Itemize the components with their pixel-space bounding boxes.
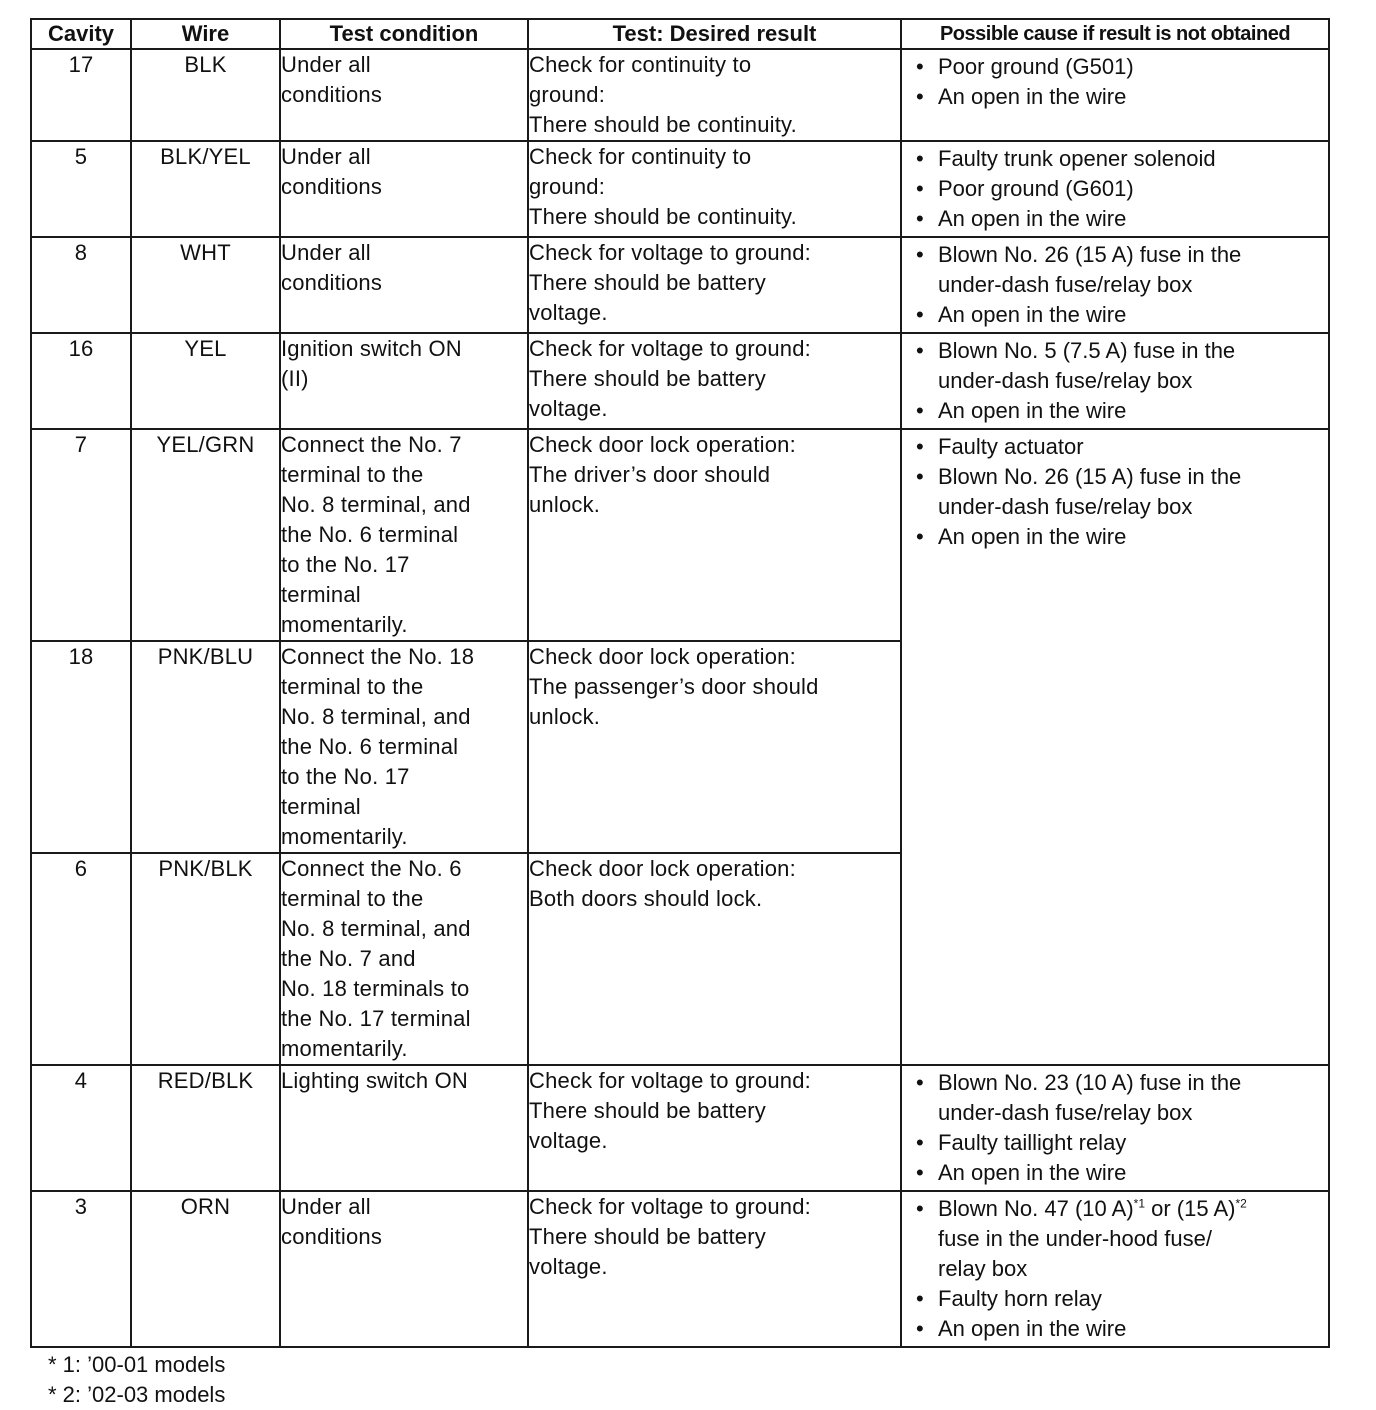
condition-line: Connect the No. 7 xyxy=(281,432,462,457)
cavity-cell: 7 xyxy=(31,429,131,641)
cause-text: Faulty actuator xyxy=(938,434,1084,459)
cause-item xyxy=(914,522,1324,552)
wire-cell: YEL xyxy=(131,333,280,429)
condition-line: No. 8 terminal, and xyxy=(281,704,471,729)
result-line: voltage. xyxy=(529,1254,608,1279)
cause-text: An open in the wire xyxy=(938,524,1127,549)
condition-line: No. 8 terminal, and xyxy=(281,916,471,941)
condition-line: momentarily. xyxy=(281,1036,408,1061)
wire-cell: WHT xyxy=(131,237,280,333)
condition-line: to the No. 17 xyxy=(281,552,410,577)
condition-line: No. 8 terminal, and xyxy=(281,492,471,517)
footnote-marker: *1 xyxy=(1133,1196,1146,1211)
table-header-row xyxy=(31,19,1329,49)
possible-cause-cell xyxy=(901,429,1329,1065)
wire-cell: PNK/BLU xyxy=(131,641,280,853)
header-desired-result: Test: Desired result xyxy=(528,19,901,49)
cause-text: relay box xyxy=(938,1256,1028,1281)
cause-item xyxy=(914,1158,1324,1188)
possible-cause-cell xyxy=(901,49,1329,141)
result-line: Check for voltage to ground: xyxy=(529,240,811,265)
table-row xyxy=(31,141,1329,237)
result-line: There should be continuity. xyxy=(529,112,797,137)
cause-item xyxy=(914,1068,1324,1128)
test-condition-cell xyxy=(280,429,528,641)
condition-line: conditions xyxy=(281,270,383,295)
result-line: voltage. xyxy=(529,1128,608,1153)
cavity-cell: 5 xyxy=(31,141,131,237)
bullet-icon: • xyxy=(916,1316,924,1341)
cause-text: An open in the wire xyxy=(938,206,1127,231)
condition-line: Under all xyxy=(281,52,371,77)
desired-result-cell xyxy=(528,1191,901,1347)
desired-result-cell xyxy=(528,853,901,1065)
condition-line: terminal to the xyxy=(281,886,424,911)
bullet-icon: • xyxy=(916,524,924,549)
table-row xyxy=(31,429,1329,641)
result-line: Check for voltage to ground: xyxy=(529,336,811,361)
bullet-icon: • xyxy=(916,302,924,327)
cavity-cell: 3 xyxy=(31,1191,131,1347)
bullet-icon: • xyxy=(916,242,924,267)
cause-text: Faulty trunk opener solenoid xyxy=(938,146,1216,171)
bullet-icon: • xyxy=(916,1130,924,1155)
cavity-cell: 16 xyxy=(31,333,131,429)
cause-text: Blown No. 23 (10 A) fuse in the xyxy=(938,1070,1242,1095)
possible-cause-cell xyxy=(901,1065,1329,1191)
condition-line: Lighting switch ON xyxy=(281,1068,469,1093)
condition-line: the No. 7 and xyxy=(281,946,416,971)
bullet-icon: • xyxy=(916,464,924,489)
result-line: The driver’s door should xyxy=(529,462,771,487)
header-possible-cause: Possible cause if result is not obtained xyxy=(901,19,1329,49)
bullet-icon: • xyxy=(916,54,924,79)
cause-item xyxy=(914,462,1324,522)
condition-line: Under all xyxy=(281,240,371,265)
desired-result-cell xyxy=(528,429,901,641)
cause-list xyxy=(902,142,1328,236)
condition-line: conditions xyxy=(281,174,383,199)
cause-item xyxy=(914,144,1324,174)
possible-cause-cell xyxy=(901,141,1329,237)
wire-cell: YEL/GRN xyxy=(131,429,280,641)
condition-line: the No. 17 terminal xyxy=(281,1006,471,1031)
desired-result-cell xyxy=(528,641,901,853)
possible-cause-cell xyxy=(901,237,1329,333)
result-line: unlock. xyxy=(529,492,601,517)
cause-text: under-dash fuse/relay box xyxy=(938,494,1193,519)
result-line: Check for continuity to xyxy=(529,52,752,77)
desired-result-cell xyxy=(528,1065,901,1191)
cause-item xyxy=(914,432,1324,462)
cause-text: under-dash fuse/relay box xyxy=(938,1100,1193,1125)
cause-item xyxy=(914,396,1324,426)
condition-line: Under all xyxy=(281,144,371,169)
result-line: Check door lock operation: xyxy=(529,856,796,881)
result-line: There should be battery xyxy=(529,1224,766,1249)
cause-item xyxy=(914,204,1324,234)
condition-line: Connect the No. 6 xyxy=(281,856,462,881)
result-line: Both doors should lock. xyxy=(529,886,763,911)
diagnosis-sheet xyxy=(30,18,1328,1410)
result-line: Check for voltage to ground: xyxy=(529,1068,811,1093)
cause-item xyxy=(914,52,1324,82)
result-line: ground: xyxy=(529,82,606,107)
possible-cause-cell xyxy=(901,333,1329,429)
cavity-cell: 17 xyxy=(31,49,131,141)
desired-result-cell xyxy=(528,237,901,333)
cause-text: An open in the wire xyxy=(938,1316,1127,1341)
wire-cell: BLK/YEL xyxy=(131,141,280,237)
cause-text: Blown No. 26 (15 A) fuse in the xyxy=(938,242,1242,267)
condition-line: Ignition switch ON xyxy=(281,336,462,361)
condition-line: momentarily. xyxy=(281,612,408,637)
connector-test-table xyxy=(30,18,1330,1348)
cavity-cell: 8 xyxy=(31,237,131,333)
test-condition-cell xyxy=(280,1191,528,1347)
table-row xyxy=(31,333,1329,429)
cause-list xyxy=(902,238,1328,332)
cause-text xyxy=(938,1194,1324,1224)
result-line: There should be battery xyxy=(529,270,766,295)
cause-text: Faulty taillight relay xyxy=(938,1130,1127,1155)
cause-item xyxy=(914,174,1324,204)
condition-line: (II) xyxy=(281,366,309,391)
cause-text: fuse in the under-hood fuse/ xyxy=(938,1226,1212,1251)
condition-line: conditions xyxy=(281,1224,383,1249)
bullet-icon: • xyxy=(916,1196,924,1221)
condition-line: terminal xyxy=(281,582,361,607)
result-line: There should be battery xyxy=(529,1098,766,1123)
table-row xyxy=(31,1191,1329,1347)
wire-cell: BLK xyxy=(131,49,280,141)
condition-line: conditions xyxy=(281,82,383,107)
result-line: ground: xyxy=(529,174,606,199)
result-line: Check for continuity to xyxy=(529,144,752,169)
test-condition-cell xyxy=(280,237,528,333)
desired-result-cell xyxy=(528,141,901,237)
test-condition-cell xyxy=(280,49,528,141)
desired-result-cell xyxy=(528,333,901,429)
cause-text: Poor ground (G601) xyxy=(938,176,1134,201)
wire-cell: RED/BLK xyxy=(131,1065,280,1191)
cause-item xyxy=(914,240,1324,300)
condition-line: the No. 6 terminal xyxy=(281,522,459,547)
bullet-icon: • xyxy=(916,146,924,171)
cause-list xyxy=(902,334,1328,428)
bullet-icon: • xyxy=(916,398,924,423)
desired-result-cell xyxy=(528,49,901,141)
bullet-icon: • xyxy=(916,1160,924,1185)
cause-item xyxy=(914,82,1324,112)
bullet-icon: • xyxy=(916,338,924,363)
table-row xyxy=(31,49,1329,141)
cause-text: under-dash fuse/relay box xyxy=(938,272,1193,297)
cause-item xyxy=(914,1314,1324,1344)
header-test-condition: Test condition xyxy=(280,19,528,49)
bullet-icon: • xyxy=(916,434,924,459)
result-line: voltage. xyxy=(529,396,608,421)
cause-item xyxy=(914,336,1324,396)
cavity-cell: 18 xyxy=(31,641,131,853)
test-condition-cell xyxy=(280,333,528,429)
bullet-icon: • xyxy=(916,1286,924,1311)
cause-text: An open in the wire xyxy=(938,1160,1127,1185)
footnotes xyxy=(30,1350,1328,1410)
cause-text-part: Blown No. 47 (10 A) xyxy=(938,1196,1134,1221)
possible-cause-cell xyxy=(901,1191,1329,1347)
wire-cell: ORN xyxy=(131,1191,280,1347)
cause-text: An open in the wire xyxy=(938,398,1127,423)
cause-text: Blown No. 26 (15 A) fuse in the xyxy=(938,464,1242,489)
cause-list xyxy=(902,1066,1328,1190)
cause-text: An open in the wire xyxy=(938,84,1127,109)
condition-line: momentarily. xyxy=(281,824,408,849)
cause-item xyxy=(914,300,1324,330)
footnote-2: * 2: ’02-03 models xyxy=(48,1382,226,1407)
header-wire: Wire xyxy=(131,19,280,49)
bullet-icon: • xyxy=(916,176,924,201)
test-condition-cell xyxy=(280,1065,528,1191)
cause-list xyxy=(902,430,1328,554)
result-line: Check door lock operation: xyxy=(529,432,796,457)
cause-text: Poor ground (G501) xyxy=(938,54,1134,79)
condition-line: to the No. 17 xyxy=(281,764,410,789)
condition-line: terminal to the xyxy=(281,674,424,699)
condition-line: the No. 6 terminal xyxy=(281,734,459,759)
header-cavity: Cavity xyxy=(31,19,131,49)
test-condition-cell xyxy=(280,141,528,237)
cavity-cell: 6 xyxy=(31,853,131,1065)
test-condition-cell xyxy=(280,853,528,1065)
cause-text: Blown No. 5 (7.5 A) fuse in the xyxy=(938,338,1236,363)
result-line: There should be continuity. xyxy=(529,204,797,229)
test-condition-cell xyxy=(280,641,528,853)
condition-line: terminal to the xyxy=(281,462,424,487)
result-line: There should be battery xyxy=(529,366,766,391)
result-line: The passenger’s door should xyxy=(529,674,819,699)
cavity-cell: 4 xyxy=(31,1065,131,1191)
cause-text: Faulty horn relay xyxy=(938,1286,1102,1311)
condition-line: No. 18 terminals to xyxy=(281,976,470,1001)
table-row xyxy=(31,237,1329,333)
wire-cell: PNK/BLK xyxy=(131,853,280,1065)
result-line: voltage. xyxy=(529,300,608,325)
cause-item xyxy=(914,1284,1324,1314)
cause-item xyxy=(914,1194,1324,1284)
table-body xyxy=(31,49,1329,1347)
cause-text-part: or (15 A) xyxy=(1145,1196,1236,1221)
result-line: Check for voltage to ground: xyxy=(529,1194,811,1219)
cause-item xyxy=(914,1128,1324,1158)
cause-text: under-dash fuse/relay box xyxy=(938,368,1193,393)
result-line: unlock. xyxy=(529,704,601,729)
bullet-icon: • xyxy=(916,84,924,109)
condition-line: Connect the No. 18 xyxy=(281,644,475,669)
cause-text: An open in the wire xyxy=(938,302,1127,327)
bullet-icon: • xyxy=(916,206,924,231)
result-line: Check door lock operation: xyxy=(529,644,796,669)
table-row xyxy=(31,1065,1329,1191)
condition-line: Under all xyxy=(281,1194,371,1219)
footnote-1: * 1: ’00-01 models xyxy=(48,1352,226,1377)
condition-line: terminal xyxy=(281,794,361,819)
bullet-icon: • xyxy=(916,1070,924,1095)
cause-list xyxy=(902,1192,1328,1346)
footnote-marker: *2 xyxy=(1235,1196,1247,1211)
cause-list xyxy=(902,50,1328,114)
